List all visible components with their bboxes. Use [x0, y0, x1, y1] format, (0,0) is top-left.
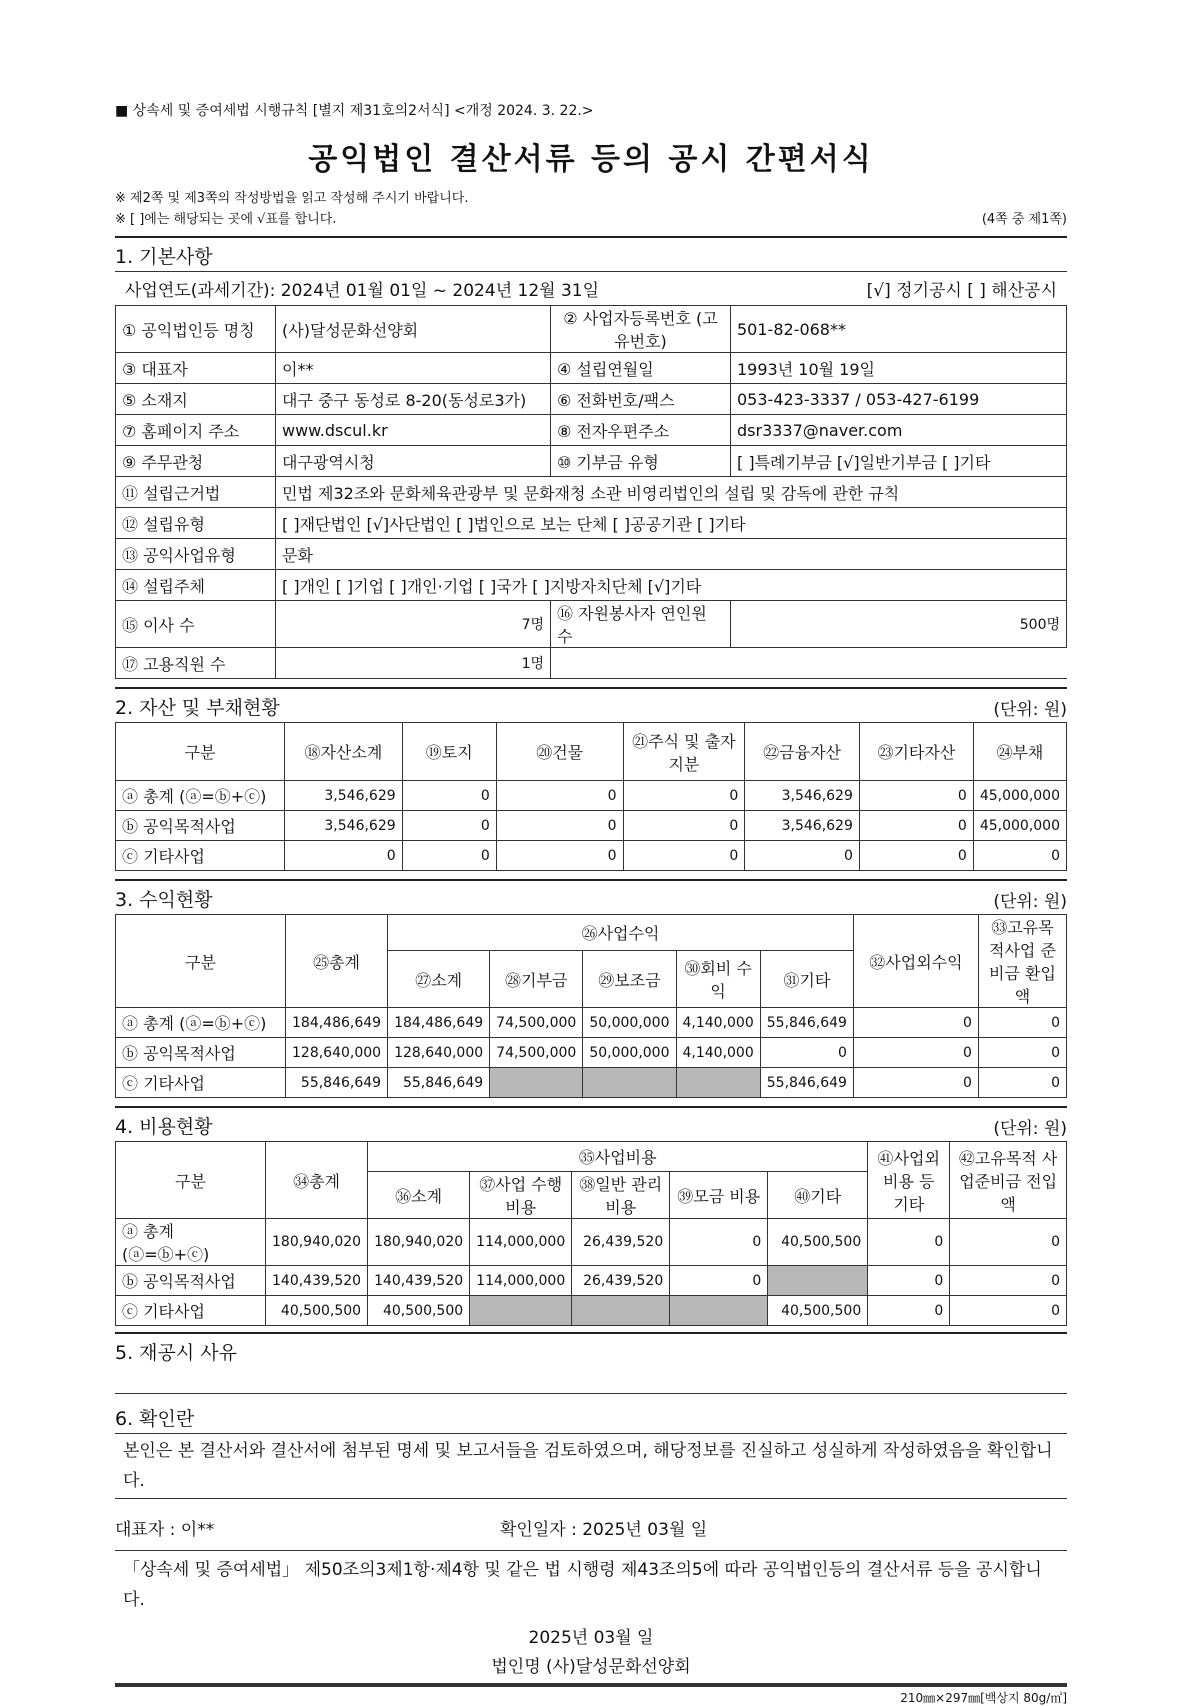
section-3-title: 3. 수익현황 (단위: 원)	[115, 879, 1067, 914]
cell-value: 0	[853, 1008, 978, 1038]
field-value: 1993년 10월 19일	[731, 353, 1067, 384]
field-label: ⑥ 전화번호/팩스	[551, 384, 731, 415]
cell-value: 74,500,000	[490, 1038, 583, 1068]
table-row	[116, 811, 1067, 841]
exp-h-total: ㉞총계	[266, 1142, 368, 1219]
form-page	[115, 100, 1067, 1706]
column-header: 구분	[116, 723, 285, 781]
cell-value: 0	[402, 781, 496, 811]
field-label: ⑨ 주무관청	[116, 446, 276, 477]
section-6-title: 6. 확인란	[115, 1408, 195, 1430]
cell-value: 40,500,500	[368, 1296, 470, 1326]
employees-label: ⑰ 고용직원 수	[116, 648, 276, 679]
instructions	[115, 188, 1067, 230]
cell-value: 180,940,020	[368, 1219, 470, 1266]
field-label: ⑭ 설립주체	[116, 570, 276, 601]
cell-value: 0	[978, 1068, 1066, 1098]
directors-label: ⑮ 이사 수	[116, 601, 276, 648]
cell-value: 26,439,520	[572, 1219, 670, 1266]
field-value: www.dscul.kr	[276, 415, 551, 446]
exp-h-nonbiz: ㊶사업외 비용 등 기타	[868, 1142, 950, 1219]
rev-h-business: ㉖사업수익	[388, 915, 854, 951]
cell-value: 3,546,629	[285, 811, 403, 841]
assets-table	[115, 722, 1067, 871]
row-label: ⓒ 기타사업	[116, 1296, 266, 1326]
cell-value: 26,439,520	[572, 1266, 670, 1296]
cell-value: 0	[496, 781, 623, 811]
cell-value: 0	[859, 841, 973, 871]
cell-value: 0	[978, 1008, 1066, 1038]
field-value: 501-82-068**	[731, 306, 1067, 353]
employees-value: 1명	[276, 648, 551, 679]
basic-info-row	[116, 353, 1067, 384]
column-header: ㊳일반 관리비용	[572, 1172, 670, 1219]
row-label: ⓒ 기타사업	[116, 841, 285, 871]
table-row	[116, 1068, 1067, 1098]
row-label: ⓒ 기타사업	[116, 1068, 286, 1098]
cell-value: 0	[950, 1296, 1067, 1326]
expense-table	[115, 1141, 1067, 1326]
cell-value: 45,000,000	[973, 811, 1066, 841]
cell-value: 4,140,000	[676, 1008, 760, 1038]
cell-value: 140,439,520	[368, 1266, 470, 1296]
basic-info-row	[116, 539, 1067, 570]
cell-value: 0	[623, 841, 745, 871]
field-value: (사)달성문화선양회	[276, 306, 551, 353]
field-label: ④ 설립연월일	[551, 353, 731, 384]
cell-value: 0	[868, 1266, 950, 1296]
cell-value: 45,000,000	[973, 781, 1066, 811]
exp-h-business: ㉟사업비용	[368, 1142, 868, 1172]
cell-value: 3,546,629	[745, 811, 860, 841]
field-value: [ ]개인 [ ]기업 [ ]개인·기업 [ ]국가 [ ]지방자치단체 [√]기타	[276, 570, 1067, 601]
column-header: ㉙보조금	[583, 951, 676, 1008]
table-row	[116, 1266, 1067, 1296]
cell-value: 0	[670, 1266, 768, 1296]
table-row	[116, 1008, 1067, 1038]
column-header: ㉒금융자산	[745, 723, 860, 781]
cell-value: 0	[978, 1038, 1066, 1068]
cell-value: 55,846,649	[388, 1068, 490, 1098]
field-label: ② 사업자등록번호 (고유번호)	[551, 306, 731, 353]
cell-value: 128,640,000	[388, 1038, 490, 1068]
row-label: ⓑ 공익목적사업	[116, 1038, 286, 1068]
basic-info-table	[115, 305, 1067, 679]
row-label: ⓐ 총계 (ⓐ=ⓑ+ⓒ)	[116, 1008, 286, 1038]
rev-h-nonbiz: ㉜사업외수익	[853, 915, 978, 1008]
field-label: ⑬ 공익사업유형	[116, 539, 276, 570]
field-label: ⑩ 기부금 유형	[551, 446, 731, 477]
cell-value: 40,500,500	[768, 1219, 868, 1266]
cell-value: 0	[670, 1219, 768, 1266]
column-header: ㊱소계	[368, 1172, 470, 1219]
cell-value: 50,000,000	[583, 1038, 676, 1068]
cell-value: 0	[868, 1219, 950, 1266]
basic-info-row	[116, 306, 1067, 353]
disclosure-type: [√] 정기공시 [ ] 해산공시	[866, 281, 1057, 301]
cell-value: 0	[496, 841, 623, 871]
row-label: ⓑ 공익목적사업	[116, 811, 285, 841]
corporation-name: 법인명 (사)달성문화선양회	[491, 1657, 691, 1677]
basic-info-row	[116, 384, 1067, 415]
column-header: ㉚회비 수익	[676, 951, 760, 1008]
field-value: 대구광역시청	[276, 446, 551, 477]
field-label: ⑫ 설립유형	[116, 508, 276, 539]
exp-h-gubun: 구분	[116, 1142, 266, 1219]
field-value: dsr3337@naver.com	[731, 415, 1067, 446]
re-disclosure-reason	[115, 1367, 1067, 1394]
basic-info-row	[116, 446, 1067, 477]
column-header: ㉗소계	[388, 951, 490, 1008]
cell-value: 0	[950, 1266, 1067, 1296]
cell-value: 0	[623, 781, 745, 811]
column-header: ㊲사업 수행비용	[470, 1172, 572, 1219]
revenue-table	[115, 914, 1067, 1098]
rev-h-reserve: ㉝고유목적사업 준비금 환입액	[978, 915, 1066, 1008]
signature-row	[115, 1498, 1067, 1551]
cell-value: 0	[402, 811, 496, 841]
cell-value: 0	[950, 1219, 1067, 1266]
bottom-rule	[115, 1683, 1067, 1687]
shaded-cell	[470, 1296, 572, 1326]
cell-value: 0	[973, 841, 1066, 871]
field-value: 053-423-3337 / 053-427-6199	[731, 384, 1067, 415]
rev-h-total: ㉕총계	[286, 915, 388, 1008]
column-header: ㉛기타	[760, 951, 853, 1008]
cell-value: 0	[402, 841, 496, 871]
cell-value: 0	[853, 1068, 978, 1098]
cell-value: 50,000,000	[583, 1008, 676, 1038]
field-value: 이**	[276, 353, 551, 384]
cell-value: 3,546,629	[285, 781, 403, 811]
column-header: ㊴모금 비용	[670, 1172, 768, 1219]
cell-value: 0	[496, 811, 623, 841]
cell-value: 55,846,649	[286, 1068, 388, 1098]
cell-value: 0	[745, 841, 860, 871]
table-row	[116, 1038, 1067, 1068]
row-label: ⓐ 총계(ⓐ=ⓑ+ⓒ)	[116, 1219, 266, 1266]
cell-value: 74,500,000	[490, 1008, 583, 1038]
field-value: [ ]재단법인 [√]사단법인 [ ]법인으로 보는 단체 [ ]공공기관 [ ]기타	[276, 508, 1067, 539]
cell-value: 184,486,649	[388, 1008, 490, 1038]
field-label: ⑧ 전자우편주소	[551, 415, 731, 446]
cell-value: 128,640,000	[286, 1038, 388, 1068]
basic-info-row	[116, 477, 1067, 508]
shaded-cell	[490, 1068, 583, 1098]
section-2-title: 2. 자산 및 부채현황 (단위: 원)	[115, 687, 1067, 722]
column-header: ㉑주식 및 출자지분	[623, 723, 745, 781]
shaded-cell	[572, 1296, 670, 1326]
table-row	[116, 841, 1067, 871]
cell-value: 55,846,649	[760, 1008, 853, 1038]
cell-value: 0	[760, 1038, 853, 1068]
section-5-title: 5. 재공시 사유	[115, 1332, 1067, 1367]
note-1: ※ 제2쪽 및 제3쪽의 작성방법을 읽고 작성해 주시기 바랍니다.	[115, 191, 469, 206]
section-2-unit: (단위: 원)	[993, 700, 1067, 720]
employees-row	[116, 648, 1067, 679]
column-header: ㊵기타	[768, 1172, 868, 1219]
cell-value: 40,500,500	[266, 1296, 368, 1326]
field-label: ⑤ 소재지	[116, 384, 276, 415]
cell-value: 0	[859, 811, 973, 841]
basic-info-row	[116, 570, 1067, 601]
page-indicator: (4쪽 중 제1쪽)	[981, 212, 1067, 227]
column-header: ㉔부채	[973, 723, 1066, 781]
legal-reference: ■ 상속세 및 증여세법 시행규칙 [별지 제31호의2서식] <개정 2024. 3. 22.>	[115, 103, 594, 119]
cell-value: 184,486,649	[286, 1008, 388, 1038]
note-2: ※ [ ]에는 해당되는 곳에 √표를 합니다.	[115, 212, 337, 227]
row-label: ⓑ 공익목적사업	[116, 1266, 266, 1296]
cell-value: 180,940,020	[266, 1219, 368, 1266]
confirmation-date: 확인일자 : 2025년 03월 일	[500, 1520, 708, 1540]
fiscal-period-row	[115, 271, 1067, 305]
field-label: ⑪ 설립근거법	[116, 477, 276, 508]
cell-value: 4,140,000	[676, 1038, 760, 1068]
representative: 대표자 : 이**	[115, 1520, 215, 1540]
directors-value: 7명	[276, 601, 551, 648]
paper-spec: 210㎜×297㎜[백상지 80g/㎡]	[900, 1691, 1067, 1705]
confirmation-text: 본인은 본 결산서와 결산서에 첨부된 명세 및 보고서들을 검토하였으며, 해당정보를 진실하고 성실하게 작성하였음을 확인합니다.	[115, 1433, 1067, 1498]
shaded-cell	[676, 1068, 760, 1098]
cell-value: 114,000,000	[470, 1219, 572, 1266]
section-4-unit: (단위: 원)	[993, 1119, 1067, 1139]
field-label: ① 공익법인등 명칭	[116, 306, 276, 353]
column-header: ⑲토지	[402, 723, 496, 781]
shaded-cell	[670, 1296, 768, 1326]
field-label: ③ 대표자	[116, 353, 276, 384]
basic-info-row	[116, 508, 1067, 539]
cell-value: 114,000,000	[470, 1266, 572, 1296]
field-value: [ ]특례기부금 [√]일반기부금 [ ]기타	[731, 446, 1067, 477]
field-label: ⑦ 홈페이지 주소	[116, 415, 276, 446]
column-header: ⑱자산소계	[285, 723, 403, 781]
cell-value: 0	[859, 781, 973, 811]
cell-value: 0	[623, 811, 745, 841]
section-4-title: 4. 비용현황 (단위: 원)	[115, 1106, 1067, 1141]
cell-value: 3,546,629	[745, 781, 860, 811]
field-value: 대구 중구 동성로 8-20(동성로3가)	[276, 384, 551, 415]
shaded-cell	[768, 1266, 868, 1296]
cell-value: 0	[853, 1038, 978, 1068]
legal-basis: 「상속세 및 증여세법」 제50조의3제1항·제4항 및 같은 법 시행령 제43조의5에 따라 공익법인등의 결산서류 등을 공시합니다.	[123, 1560, 1042, 1610]
column-header: ㉘기부금	[490, 951, 583, 1008]
cell-value: 55,846,649	[760, 1068, 853, 1098]
column-header: ⑳건물	[496, 723, 623, 781]
table-row	[116, 781, 1067, 811]
volunteers-value: 500명	[731, 601, 1067, 648]
table-row	[116, 1219, 1067, 1266]
field-value: 민법 제32조와 문화체육관광부 및 문화재청 소관 비영리법인의 설립 및 감독에 관한 규칙	[276, 477, 1067, 508]
shaded-cell	[583, 1068, 676, 1098]
cell-value: 40,500,500	[768, 1296, 868, 1326]
form-title: 공익법인 결산서류 등의 공시 간편서식	[308, 142, 874, 177]
cell-value: 140,439,520	[266, 1266, 368, 1296]
basic-info-row	[116, 415, 1067, 446]
cell-value: 0	[868, 1296, 950, 1326]
column-header: ㉓기타자산	[859, 723, 973, 781]
row-label: ⓐ 총계 (ⓐ=ⓑ+ⓒ)	[116, 781, 285, 811]
cell-value: 0	[285, 841, 403, 871]
disclosure-date: 2025년 03월 일	[528, 1628, 654, 1648]
fiscal-period: 사업연도(과세기간): 2024년 01월 01일 ~ 2024년 12월 31일	[125, 281, 600, 301]
rev-h-gubun: 구분	[116, 915, 286, 1008]
volunteers-label: ⑯ 자원봉사자 연인원 수	[551, 601, 731, 648]
directors-row	[116, 601, 1067, 648]
section-1-title: 1. 기본사항	[115, 236, 1067, 271]
table-row	[116, 1296, 1067, 1326]
exp-h-reserve: ㊷고유목적 사업준비금 전입액	[950, 1142, 1067, 1219]
field-value: 문화	[276, 539, 1067, 570]
section-3-unit: (단위: 원)	[993, 892, 1067, 912]
